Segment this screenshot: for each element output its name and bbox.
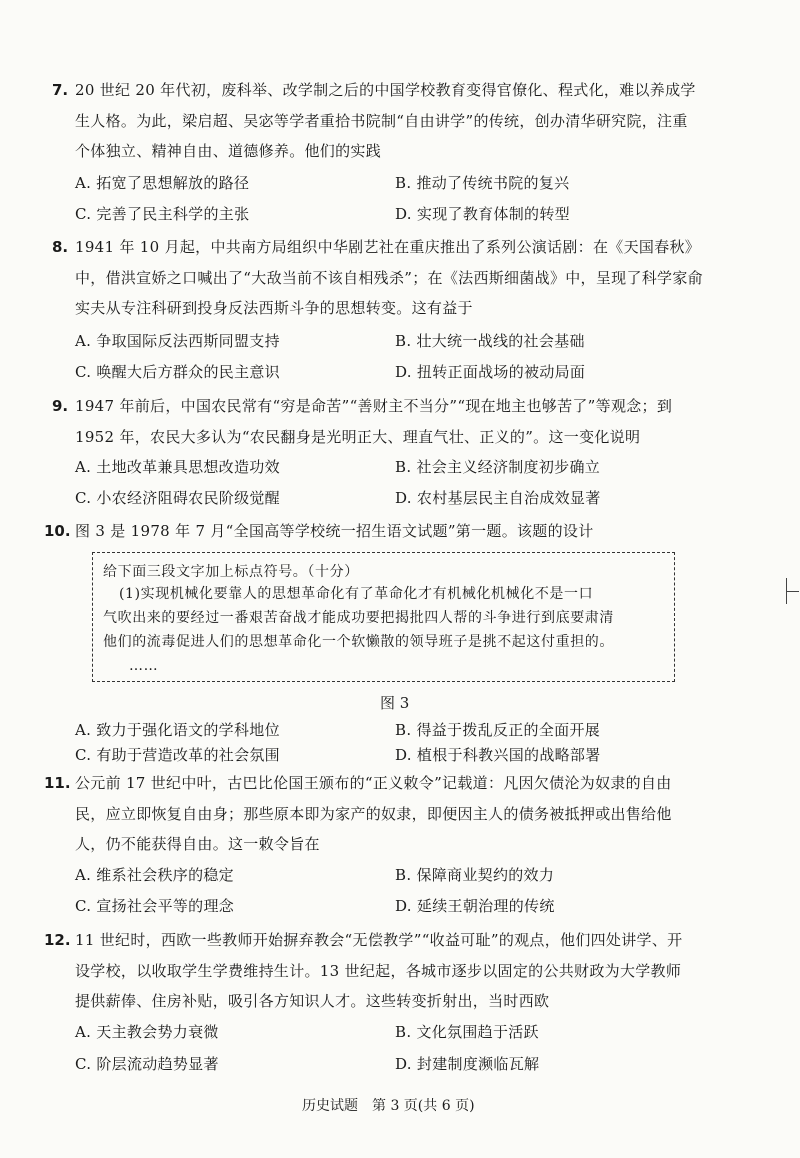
question-stem — [75, 391, 725, 452]
option-c[interactable]: C. 小农经济阻碍农民阶级觉醒 — [75, 489, 280, 507]
question-stem — [75, 232, 725, 324]
question-stem — [75, 75, 725, 167]
question-number: 11. — [44, 774, 71, 792]
option-c[interactable]: C. 完善了民主科学的主张 — [75, 205, 250, 223]
stem-line: 实夫从专注科研到投身反法西斯斗争的思想转变。这有益于 — [75, 299, 473, 317]
stem-line: 生人格。为此，梁启超、吴宓等学者重拾书院制“自由讲学”的传统，创办清华研究院，注重 — [75, 111, 688, 130]
stem-line: 1947 年前后，中国农民常有“穷是命苦”“善财主不当分”“现在地主也够苦了”等观念；到 — [75, 397, 673, 415]
option-d[interactable]: D. 植根于科教兴国的战略部署 — [395, 746, 601, 764]
option-b[interactable]: B. 得益于拨乱反正的全面开展 — [395, 721, 601, 739]
question-stem — [75, 925, 725, 1017]
figure-ellipsis: …… — [129, 658, 159, 674]
option-d[interactable]: D. 扭转正面战场的被动局面 — [395, 363, 586, 381]
option-b[interactable]: B. 社会主义经济制度初步确立 — [395, 458, 601, 476]
option-d[interactable]: D. 延续王朝治理的传统 — [395, 897, 555, 915]
question-number: 10. — [44, 522, 71, 540]
option-c[interactable]: C. 唤醒大后方群众的民主意识 — [75, 363, 280, 381]
crop-mark — [786, 578, 799, 604]
figure-caption: 图 3 — [380, 694, 410, 712]
question-number: 8. — [52, 238, 69, 256]
page-footer: 历史试题 第 3 页(共 6 页) — [302, 1098, 475, 1114]
option-c[interactable]: C. 宣扬社会平等的理念 — [75, 897, 235, 915]
option-a[interactable]: A. 土地改革兼具思想改造功效 — [75, 458, 280, 476]
option-a[interactable]: A. 争取国际反法西斯同盟支持 — [75, 332, 280, 350]
stem-line: 11 世纪时，西欧一些教师开始摒弃教会“无偿教学”“收益可耻”的观点，他们四处讲学、开 — [75, 931, 683, 949]
option-b[interactable]: B. 壮大统一战线的社会基础 — [395, 332, 585, 350]
question-number: 12. — [44, 931, 71, 949]
figure-text-line: (1)实现机械化要靠人的思想革命化有了革命化才有机械化机械化不是一口 — [119, 586, 594, 602]
question-number: 7. — [52, 81, 69, 99]
option-b[interactable]: B. 推动了传统书院的复兴 — [395, 174, 570, 192]
stem-line: 中，借洪宣娇之口喊出了“大敌当前不该自相残杀”；在《法西斯细菌战》中，呈现了科学家俞 — [75, 268, 703, 287]
question-stem — [75, 516, 725, 547]
option-a[interactable]: A. 拓宽了思想解放的路径 — [75, 174, 250, 192]
stem-line: 1952 年，农民大多认为“农民翻身是光明正大、理直气壮、正义的”。这一变化说明 — [75, 427, 641, 446]
stem-line: 个体独立、精神自由、道德修养。他们的实践 — [75, 142, 382, 160]
figure-3-box — [92, 552, 675, 682]
question-stem — [75, 768, 725, 860]
option-a[interactable]: A. 天主教会势力衰微 — [75, 1023, 219, 1041]
stem-line: 人，仍不能获得自由。这一敕令旨在 — [75, 835, 320, 853]
option-b[interactable]: B. 文化氛围趋于活跃 — [395, 1023, 539, 1041]
option-c[interactable]: C. 有助于营造改革的社会氛围 — [75, 746, 280, 764]
option-a[interactable]: A. 致力于强化语文的学科地位 — [75, 721, 280, 739]
question-number: 9. — [52, 397, 69, 415]
stem-line: 20 世纪 20 年代初，废科举、改学制之后的中国学校教育变得官僚化、程式化，难以养成学 — [75, 81, 696, 99]
figure-text-line: 气吹出来的要经过一番艰苦奋战才能成功要把揭批四人帮的斗争进行到底要肃清 — [103, 610, 614, 626]
stem-line: 图 3 是 1978 年 7 月“全国高等学校统一招生语文试题”第一题。该题的设计 — [75, 522, 594, 540]
option-b[interactable]: B. 保障商业契约的效力 — [395, 866, 555, 884]
stem-line: 民，应立即恢复自由身；那些原本即为家产的奴隶，即便因主人的债务被抵押或出售给他 — [75, 804, 672, 823]
option-c[interactable]: C. 阶层流动趋势显著 — [75, 1055, 219, 1073]
stem-line: 设学校，以收取学生学费维持生计。13 世纪起，各城市逐步以固定的公共财政为大学教师 — [75, 961, 682, 980]
stem-line: 1941 年 10 月起，中共南方局组织中华剧艺社在重庆推出了系列公演话剧：在《天国春秋》 — [75, 238, 701, 256]
option-a[interactable]: A. 维系社会秩序的稳定 — [75, 866, 234, 884]
option-d[interactable]: D. 封建制度濒临瓦解 — [395, 1055, 540, 1073]
option-d[interactable]: D. 农村基层民主自治成效显著 — [395, 489, 601, 507]
stem-line: 公元前 17 世纪中叶，古巴比伦国王颁布的“正义敕令”记载道：凡因欠债沦为奴隶的自由 — [75, 774, 672, 792]
figure-text-line: 他们的流毒促进人们的思想革命化一个软懒散的领导班子是挑不起这付重担的。 — [103, 634, 614, 650]
stem-line: 提供薪俸、住房补贴，吸引各方知识人才。这些转变折射出，当时西欧 — [75, 992, 550, 1010]
figure-instruction: 给下面三段文字加上标点符号。（十分） — [103, 564, 359, 580]
option-d[interactable]: D. 实现了教育体制的转型 — [395, 205, 570, 223]
